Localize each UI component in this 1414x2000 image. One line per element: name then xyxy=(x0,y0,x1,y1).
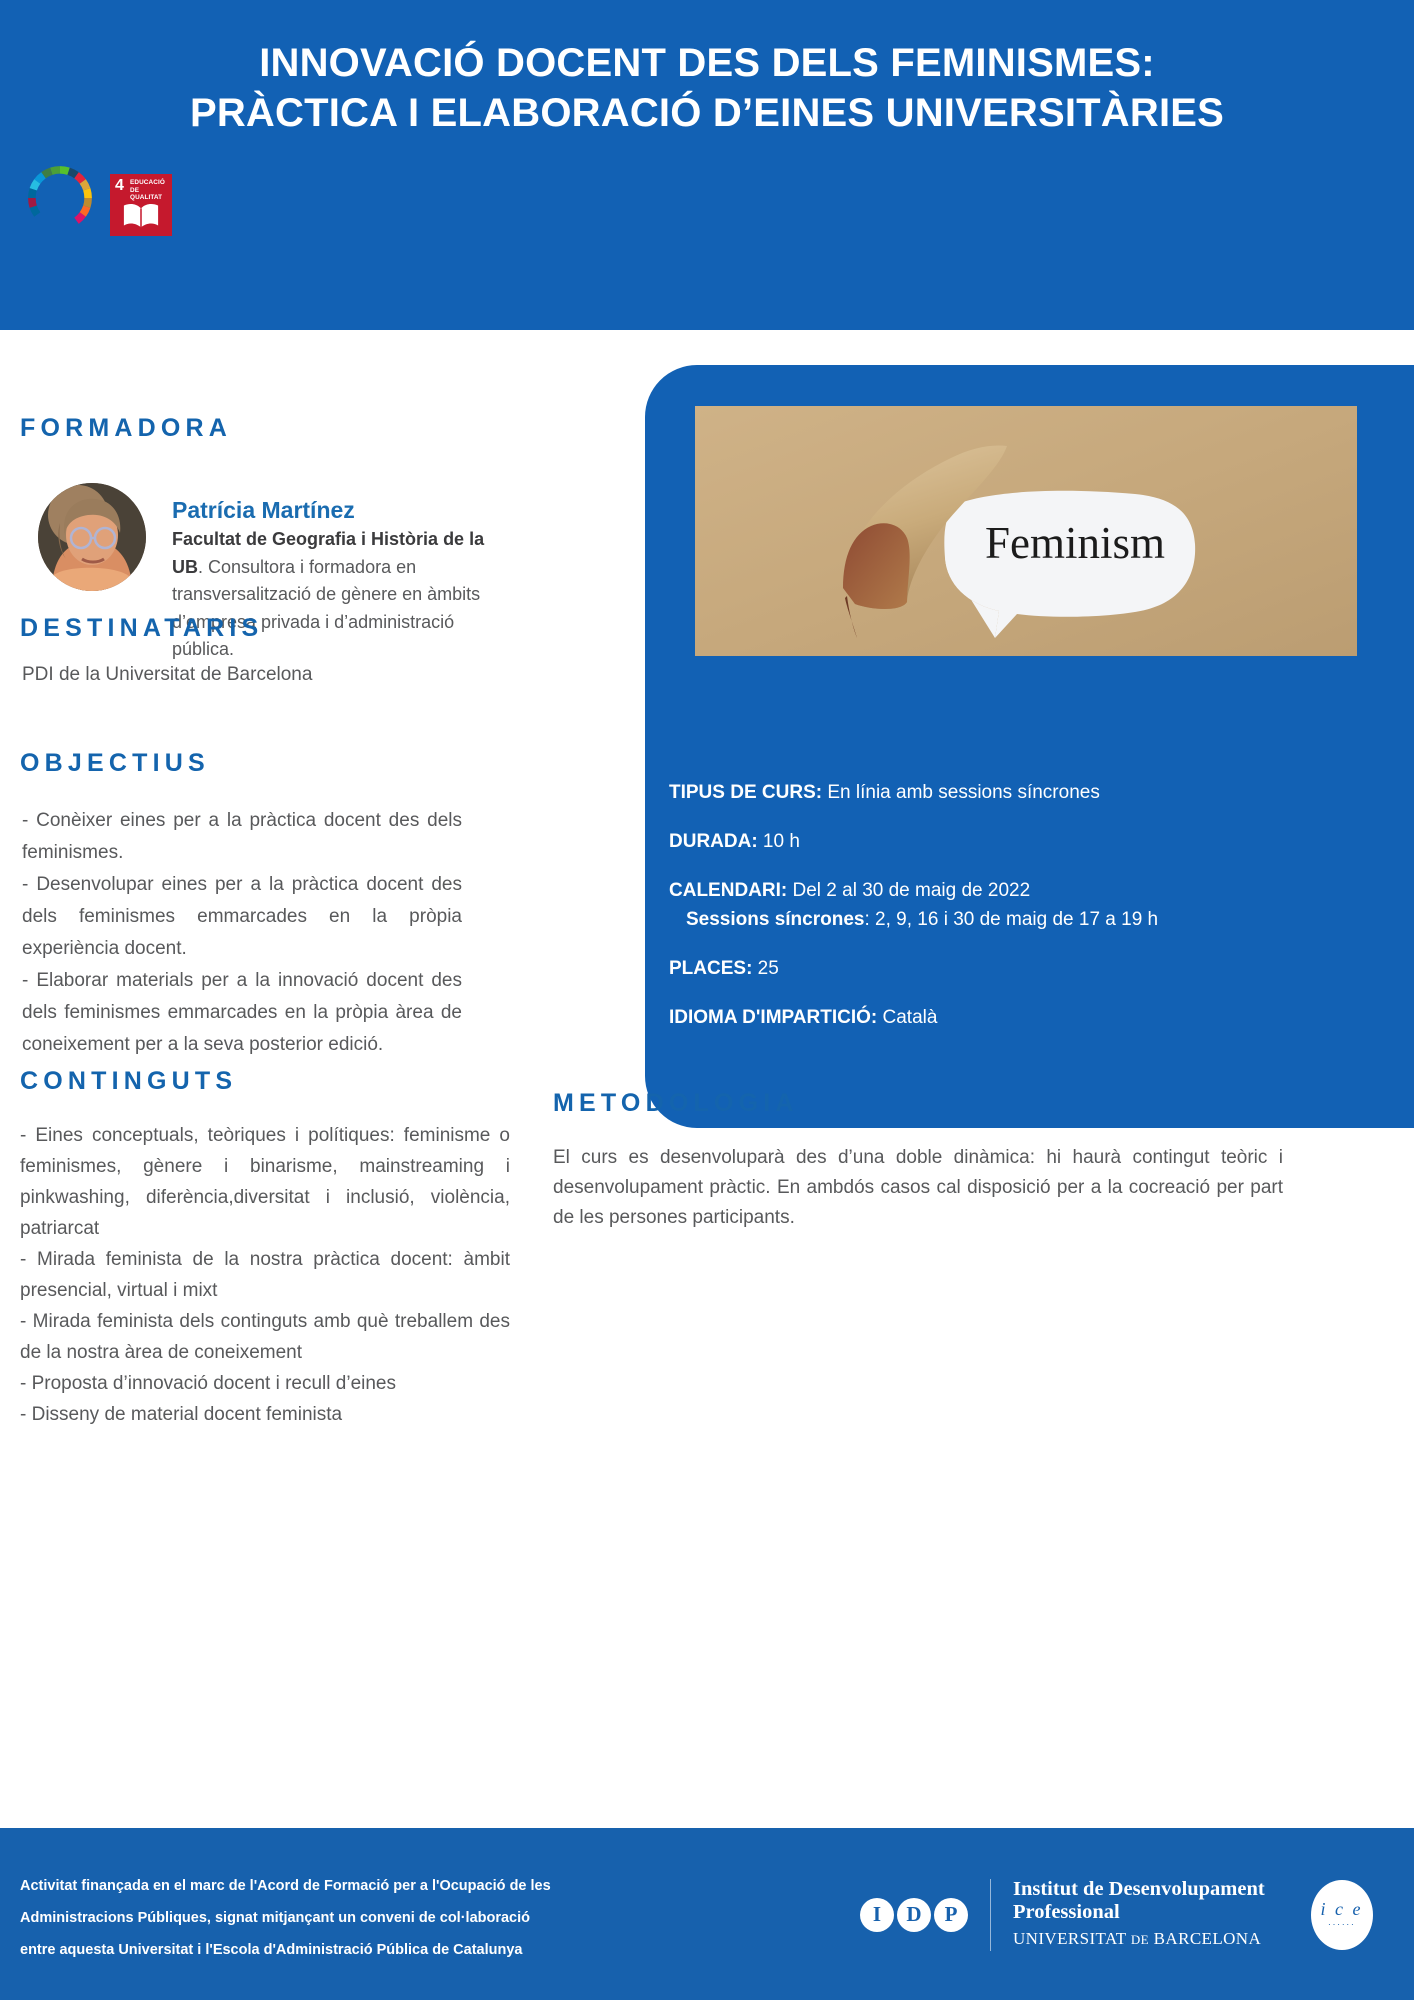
info-row-places xyxy=(669,956,1389,982)
contents-text xyxy=(20,1120,510,1430)
course-info-list xyxy=(669,780,1389,1031)
text-line: - Conèixer eines per a la pràctica docent des dels feminismes. xyxy=(22,810,462,863)
section-heading-destinataris: DESTINATARIS xyxy=(20,614,264,642)
sdg-goal-4-tile xyxy=(110,174,172,236)
ice-logo-text: i c e xyxy=(1320,1899,1363,1919)
text-line: - Proposta d’innovació docent i recull d’eines xyxy=(20,1373,396,1394)
title-line-2: PRÀCTICA I ELABORACIÓ D’EINES UNIVERSITÀRIES xyxy=(189,91,1225,135)
trainer-name: Patrícia Martínez xyxy=(172,497,355,523)
funding-note-line-2: Administracions Públiques, signat mitjançant un conveni de col·laboració xyxy=(20,1910,531,1926)
text-line: - Eines conceptuals, teòriques i polítiques: feminisme o feminismes, gènere i binarisme, mainstreaming i pinkwashing, diferència,diversitat i inclusió, violència, patriarcat xyxy=(20,1125,510,1239)
institute-wordmark xyxy=(1013,1878,1265,1951)
feminism-photo-caption: Feminism xyxy=(985,518,1166,568)
footer-logos xyxy=(860,1878,1373,1951)
text-line: - Mirada feminista de la nostra pràctica docent: àmbit presencial, virtual i mixt xyxy=(20,1249,510,1301)
methodology-text: El curs es desenvoluparà des d’una doble dinàmica: hi haurà contingut teòric i desenvolupament pràctic. En ambdós casos cal disposició per a la cocreació per part de les persones participants. xyxy=(553,1147,1283,1228)
university-name-pre: UNIVERSITAT xyxy=(1013,1929,1131,1948)
institute-name-line-1: Institut de Desenvolupament xyxy=(1013,1878,1265,1900)
title-line-1: INNOVACIÓ DOCENT DES DELS FEMINISMES: xyxy=(259,41,1155,85)
info-row-calendari xyxy=(669,878,1389,933)
university-name-post: BARCELONA xyxy=(1149,1929,1262,1948)
audience-text: PDI de la Universitat de Barcelona xyxy=(22,664,313,685)
text-line: - Mirada feminista dels continguts amb què treballem des de la nostra àrea de coneixement xyxy=(20,1311,510,1363)
funding-note-line-1: Activitat finançada en el marc de l'Acord de Formació per a l'Ocupació de les xyxy=(20,1878,551,1894)
poster-header xyxy=(0,0,1414,330)
section-heading-objectius: OBJECTIUS xyxy=(20,749,210,777)
section-heading-metodologia: METODOLOGIA xyxy=(553,1089,799,1117)
idp-letter-i: I xyxy=(860,1898,894,1932)
info-label: TIPUS DE CURS: xyxy=(669,782,823,803)
institute-name-line-2: Professional xyxy=(1013,1901,1120,1923)
objectives-text xyxy=(22,805,462,1061)
info-value: En línia amb sessions síncrones xyxy=(822,782,1100,803)
info-value: Del 2 al 30 de maig de 2022 xyxy=(787,880,1031,901)
page-title xyxy=(0,38,1414,138)
idp-letter-p: P xyxy=(934,1898,968,1932)
section-heading-continguts: CONTINGUTS xyxy=(20,1067,238,1095)
open-book-icon xyxy=(122,200,160,230)
info-label: PLACES: xyxy=(669,958,753,979)
text-line: - Elaborar materials per a la innovació docent des dels feminismes emmarcades en la pròpia àrea de coneixement per a la seva posterior edició. xyxy=(22,970,462,1055)
logo-divider xyxy=(990,1879,991,1951)
university-name-de: DE xyxy=(1130,1932,1150,1947)
info-sub-value: : 2, 9, 16 i 30 de maig de 17 a 19 h xyxy=(864,909,1159,930)
info-sub-label: Sessions síncrones xyxy=(686,909,865,930)
info-subrow-sessions xyxy=(669,907,1389,933)
info-label: DURADA: xyxy=(669,831,758,852)
sdg-logos xyxy=(22,160,172,236)
text-line: - Disseny de material docent feminista xyxy=(20,1404,343,1425)
ice-logo-dots: ······ xyxy=(1327,1919,1356,1929)
sdg-goal-label: EDUCACIÓ DE QUALITAT xyxy=(130,179,165,202)
ice-logo xyxy=(1311,1880,1373,1950)
trainer-portrait-illustration xyxy=(38,483,146,591)
idp-logo xyxy=(860,1898,968,1932)
funding-note-line-3: entre aquesta Universitat i l'Escola d'Administració Pública de Catalunya xyxy=(20,1942,523,1958)
funding-note xyxy=(20,1870,600,1966)
info-label: CALENDARI: xyxy=(669,880,788,901)
info-value: 10 h xyxy=(757,831,800,852)
info-label: IDIOMA D'IMPARTICIÓ: xyxy=(669,1007,878,1028)
feminism-photo xyxy=(695,406,1357,656)
info-row-tipus xyxy=(669,780,1389,806)
info-value: 25 xyxy=(752,958,779,979)
text-line: - Desenvolupar eines per a la pràctica docent des dels feminismes emmarcades en la pròpia experiència docent. xyxy=(22,874,462,959)
idp-letter-d: D xyxy=(897,1898,931,1932)
sdg-wheel-icon xyxy=(22,160,98,236)
university-name xyxy=(1013,1928,1265,1951)
info-row-idioma xyxy=(669,1005,1389,1031)
trainer-avatar xyxy=(38,483,146,591)
section-heading-formadora: FORMADORA xyxy=(20,414,233,442)
trainer-description-text: . Consultora i formadora en transversalització de gènere en àmbits d’empresa privada i d’administració pública. xyxy=(172,556,481,659)
trainer-affiliation: Facultat de Geografia i Història de la UB xyxy=(172,529,485,577)
feminism-photo-illustration xyxy=(695,406,1357,656)
info-value: Català xyxy=(877,1007,938,1028)
info-row-durada xyxy=(669,829,1389,855)
sdg-goal-number: 4 xyxy=(115,177,124,194)
